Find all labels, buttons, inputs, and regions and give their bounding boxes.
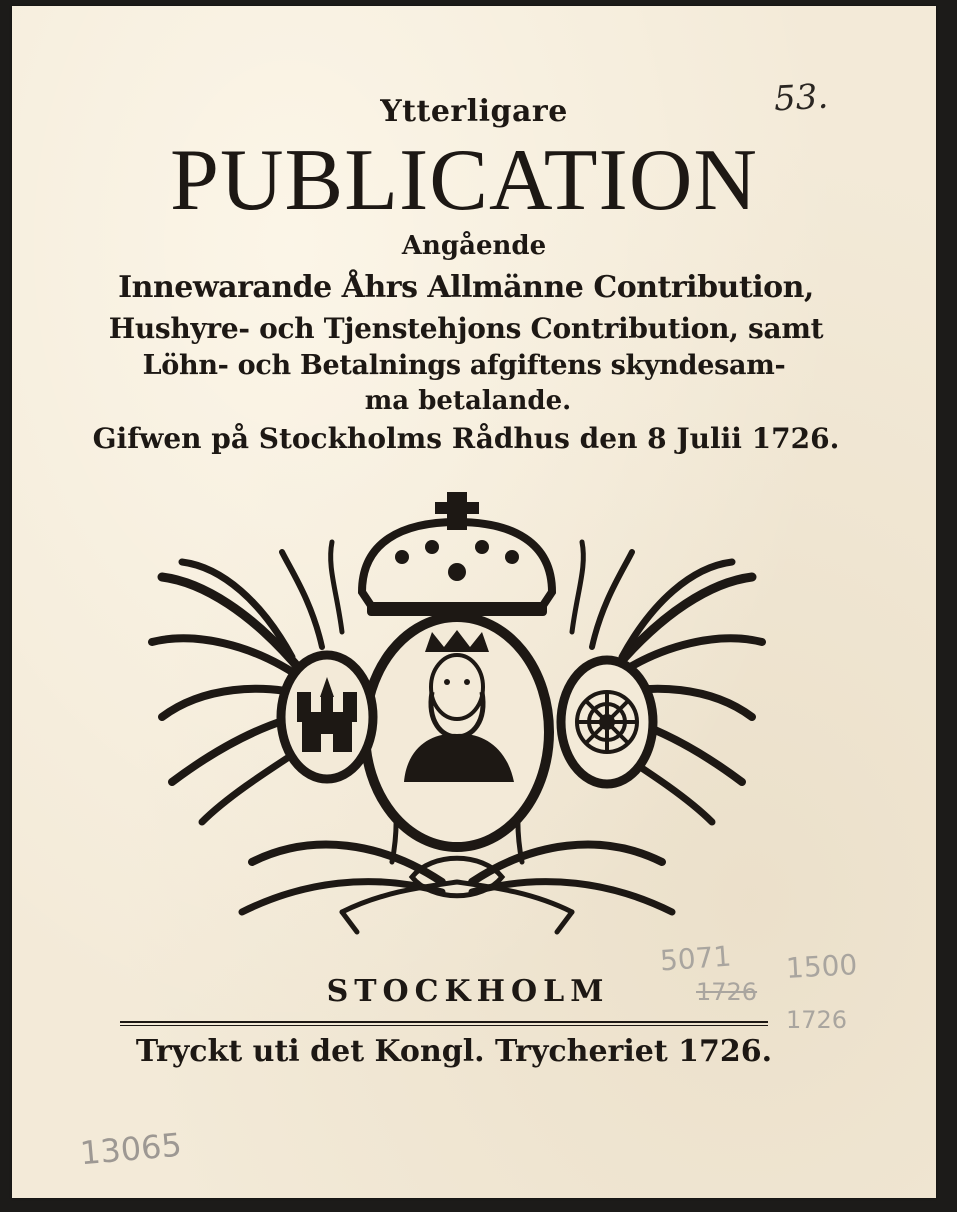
catalogue-number: 13065 [78,1125,184,1173]
kicker-text: Ytterligare [380,94,568,129]
city-name: STOCKHOLM [326,974,610,1009]
imprint-line: Tryckt uti det Kongl. Trycheriet 1726. [135,1034,773,1069]
pencil-note-1: 5071 [658,939,733,978]
body-line-4: ma betalande. [364,386,572,416]
document-title: PUBLICATION [170,132,758,229]
subtitle-intro: Angående [401,231,547,261]
pencil-note-4: 1726 [786,1006,848,1034]
folio-number: 53. [772,76,830,120]
pencil-note-3: 1726 [696,978,758,1006]
divider-rule [120,1021,768,1023]
body-line-3: Löhn- och Betalnings afgiftens skyndesam- [142,350,786,381]
coat-of-arms-vignette-icon [142,482,772,952]
body-line-1: Innewarande Åhrs Allmänne Contribution, [118,270,814,305]
issued-line: Gifwen på Stockholms Rådhus den 8 Julii 1726. [92,422,840,455]
document-page [12,6,936,1198]
divider-rule-thin [120,1025,768,1026]
body-line-2: Hushyre- och Tjenstehjons Contribution, samt [108,312,824,345]
pencil-note-2: 1500 [785,948,859,985]
